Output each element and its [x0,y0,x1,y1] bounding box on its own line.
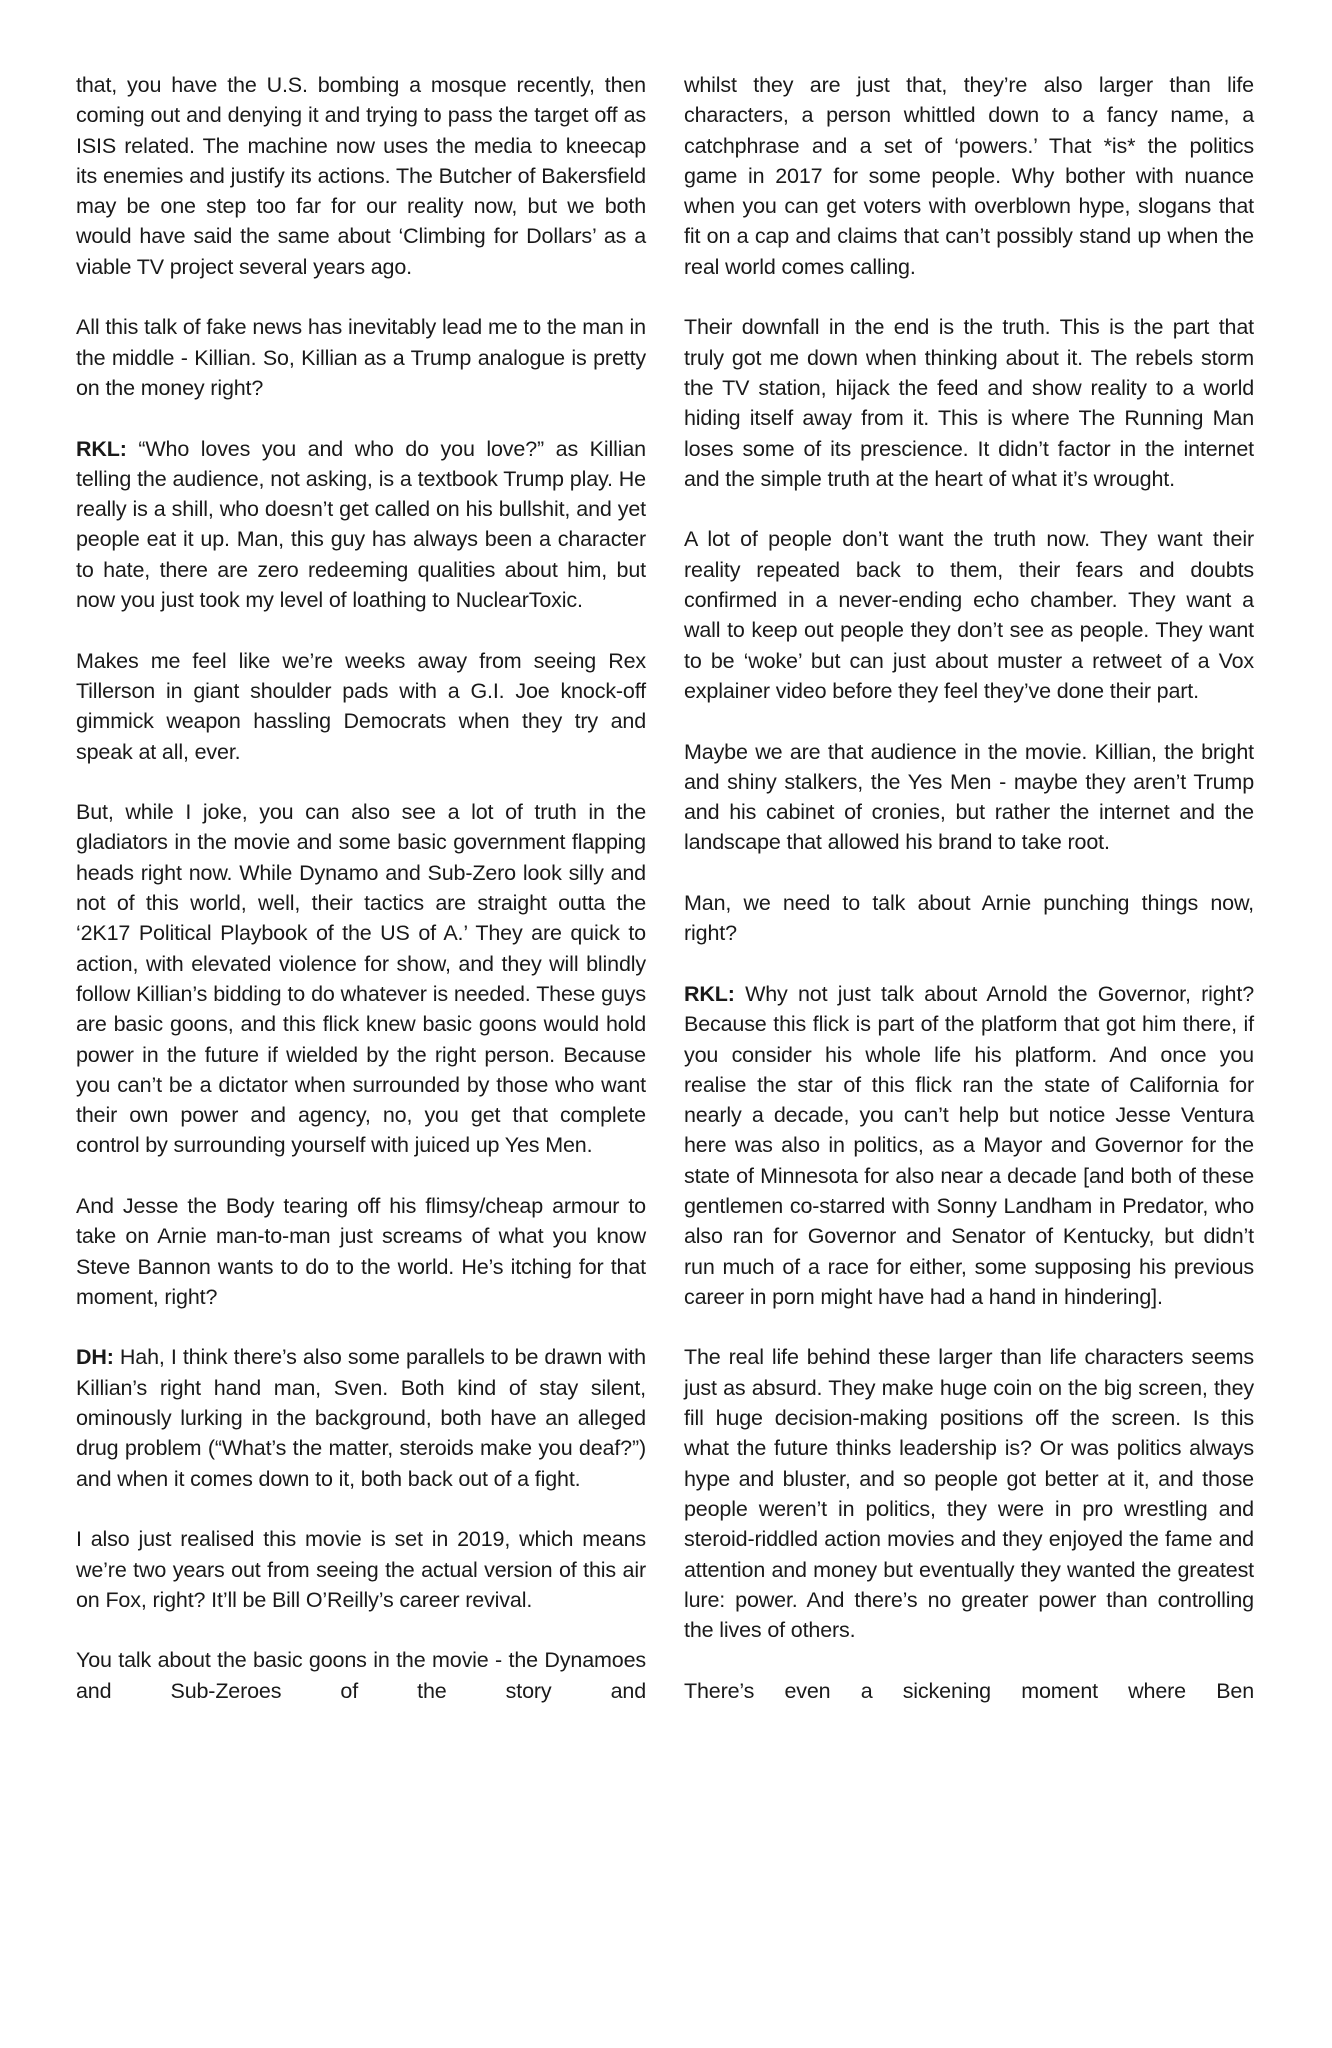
paragraph-text: Maybe we are that audience in the movie. Killian, the bright and shiny stalkers, the Yes Men - maybe they aren’t Trump and his cabinet of cronies, but rather the internet and the landscape that allowed his brand to take root. [684,739,1254,855]
speaker-label: RKL: [76,436,127,461]
paragraph [76,434,646,616]
paragraph-text: There’s even a sickening moment where Ben [684,1678,1254,1703]
paragraph-text: All this talk of fake news has inevitably lead me to the man in the middle - Killian. So, Killian as a Trump analogue is pretty on the money right? [76,315,646,400]
paragraph-text: that, you have the U.S. bombing a mosque recently, then coming out and denying it and trying to pass the target off as ISIS related. The machine now uses the media to kneecap its enemies and justify its actions. The Butcher of Bakersfield may be one step too far for our reality now, but we both would have said the same about ‘Climbing for Dollars’ as a viable TV project several years ago. [76,73,646,279]
paragraph [76,797,646,1161]
paragraph-text: Their downfall in the end is the truth. This is the part that truly got me down when thinking about it. The rebels storm the TV station, hijack the feed and show reality to a world hiding itself away from it. This is where The Running Man loses some of its prescience. It didn’t factor in the internet and the simple truth at the heart of what it’s wrought. [684,315,1254,491]
paragraph [684,524,1254,706]
paragraph [76,1645,646,1706]
paragraph [76,312,646,403]
right-text-column [684,70,1254,1706]
paragraph-text: Man, we need to talk about Arnie punching things now, right? [684,891,1254,946]
paragraph [684,312,1254,494]
paragraph-text: A lot of people don’t want the truth now. They want their reality repeated back to them, their fears and doubts confirmed in a never-ending echo chamber. They want a wall to keep out people they don’t see as people. They want to be ‘woke’ but can just about muster a retweet of a Vox explainer video before they feel they’ve done their part. [684,527,1254,703]
paragraph [76,1191,646,1312]
paragraph [684,888,1254,949]
paragraph [684,979,1254,1312]
paragraph [76,1524,646,1615]
paragraph-text: whilst they are just that, they’re also larger than life characters, a person whittled down to a fancy name, a catchphrase and a set of ‘powers.’ That *is* the politics game in 2017 for some people. Why bother with nuance when you can get voters with overblown hype, slogans that fit on a cap and claims that can’t possibly stand up when the real world comes calling. [684,73,1254,279]
paragraph-text: Makes me feel like we’re weeks away from seeing Rex Tillerson in giant shoulder pads with a G.I. Joe knock-off gimmick weapon hassling Democrats when they try and speak at all, ever. [76,648,646,764]
speaker-label: RKL: [684,981,735,1006]
paragraph-text: “Who loves you and who do you love?” as Killian telling the audience, not asking, is a textbook Trump play. He really is a shill, who doesn’t get called on his bullshit, and yet people eat it up. Man, this guy has always been a character to hate, there are zero redeeming qualities about him, but now you just took my level of loathing to NuclearToxic. [76,436,646,613]
paragraph-text: Why not just talk about Arnold the Governor, right? Because this flick is part of the platform that got him there, if you consider his whole life his platform. And once you realise the star of this flick ran the state of California for nearly a decade, you can’t help but notice Jesse Ventura here was also in politics, as a Mayor and Governor for the state of Minnesota for also near a decade [and both of these gentlemen co-starred with Sonny Landham in Predator, who also ran for Governor and Senator of Kentucky, but didn’t run much of a race for either, some supposing his previous career in porn might have had a hand in hindering]. [684,981,1254,1309]
paragraph [684,1342,1254,1645]
paragraph [76,646,646,767]
paragraph-text: Hah, I think there’s also some parallels to be drawn with Killian’s right hand man, Sven. Both kind of stay silent, ominously lurking in the background, both have an alleged drug problem (“What’s the matter, steroids make you deaf?”) and when it comes down to it, both back out of a fight. [76,1345,646,1491]
paragraph-text: The real life behind these larger than life characters seems just as absurd. They make huge coin on the big screen, they fill huge decision-making positions off the screen. Is this what the future thinks leadership is? Or was politics always hype and bluster, and so people got better at it, and those people weren’t in politics, they were in pro wrestling and steroid-riddled action movies and they enjoyed the fame and attention and money but eventually they wanted the greatest lure: power. And there’s no greater power than controlling the lives of others. [684,1345,1254,1643]
paragraph [684,737,1254,858]
paragraph-text: I also just realised this movie is set in 2019, which means we’re two years out from seeing the actual version of this air on Fox, right? It’ll be Bill O’Reilly’s career revival. [76,1527,646,1612]
paragraph [684,1676,1254,1706]
paragraph [76,1342,646,1493]
paragraph [76,70,646,282]
paragraph [684,70,1254,282]
speaker-label: DH: [76,1345,114,1370]
paragraph-text: You talk about the basic goons in the movie - the Dynamoes and Sub-Zeroes of the story and [76,1648,646,1703]
left-text-column [76,70,646,1706]
paragraph-text: And Jesse the Body tearing off his flimsy/cheap armour to take on Arnie man-to-man just screams of what you know Steve Bannon wants to do to the world. He’s itching for that moment, right? [76,1193,646,1309]
paragraph-text: But, while I joke, you can also see a lot of truth in the gladiators in the movie and some basic government flapping heads right now. While Dynamo and Sub-Zero look silly and not of this world, well, their tactics are straight outta the ‘2K17 Political Playbook of the US of A.’ They are quick to action, with elevated violence for show, and they will blindly follow Killian’s bidding to do whatever is needed. These guys are basic goons, and this flick knew basic goons would hold power in the future if wielded by the right person. Because you can’t be a dictator when surrounded by those who want their own power and agency, no, you get that complete control by surrounding yourself with juiced up Yes Men. [76,800,646,1158]
